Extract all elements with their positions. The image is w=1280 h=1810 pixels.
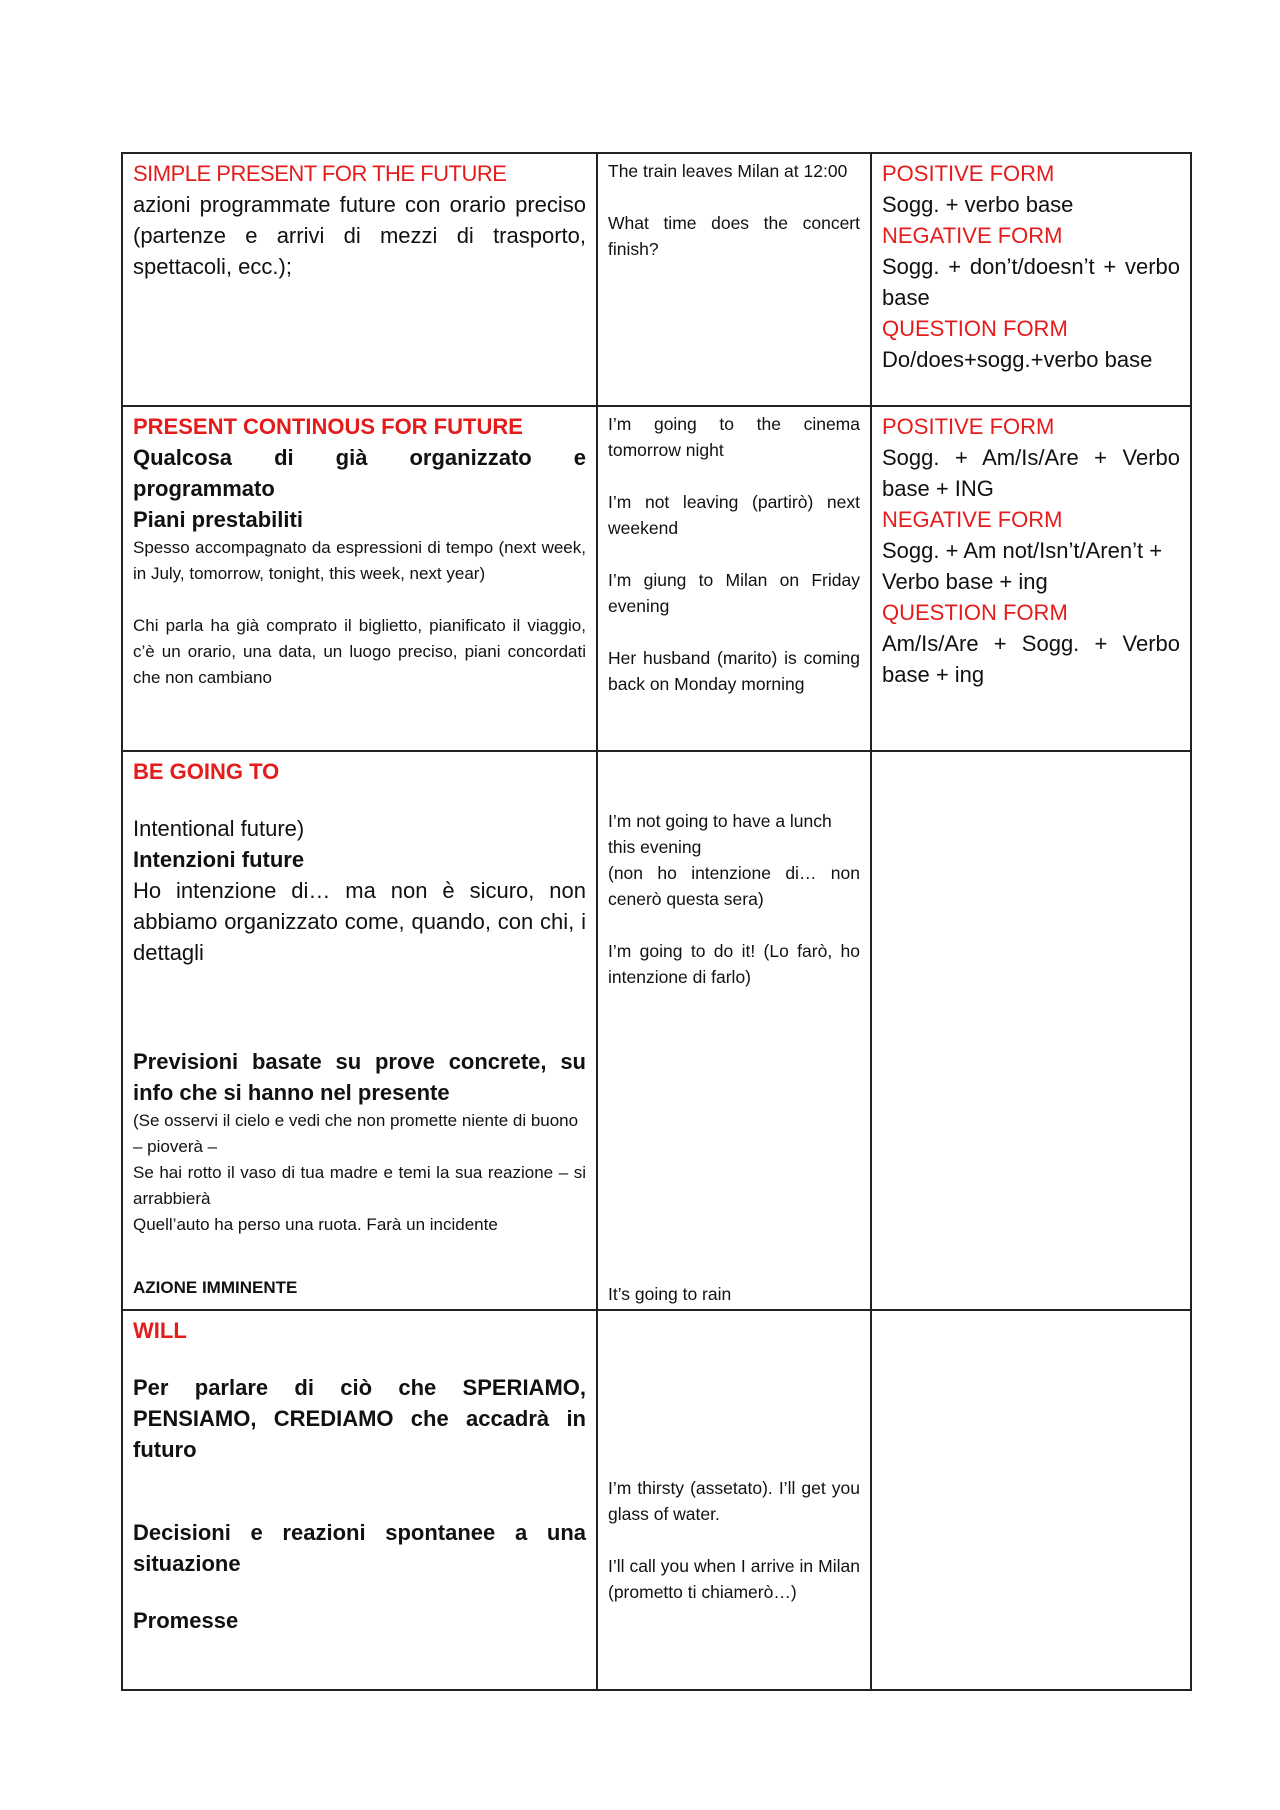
rule-cell [122, 751, 597, 1310]
rule-subtitle: Intenzioni future [133, 847, 305, 872]
rule-cell [122, 1310, 597, 1690]
negative-form-label: NEGATIVE FORM [882, 223, 1063, 248]
rule-description: Spesso accompagnato da espressioni di tempo (next week, in July, tomorrow, tonight, this week, next year) [133, 538, 586, 583]
example-text: (non ho intenzione di… non cenerò questa sera) [608, 863, 860, 909]
table-row-present-continuous [122, 406, 1191, 751]
positive-form-label: POSITIVE FORM [882, 161, 1055, 186]
forms-cell [871, 153, 1191, 406]
examples-cell [597, 153, 871, 406]
table-row-be-going-to [122, 751, 1191, 1310]
example-text: The train leaves Milan at 12:00 [608, 161, 848, 181]
positive-form: Sogg. + Am/Is/Are + Verbo base + ING [882, 445, 1180, 501]
positive-form-label: POSITIVE FORM [882, 414, 1055, 439]
rule-subtitle: Promesse [133, 1608, 239, 1633]
question-form: Do/does+sogg.+verbo base [882, 347, 1153, 372]
forms-cell-empty [871, 751, 1191, 1310]
rule-cell [122, 153, 597, 406]
rule-title: SIMPLE PRESENT FOR THE FUTURE [133, 161, 507, 186]
example-text: What time does the concert finish? [608, 213, 860, 259]
examples-cell [597, 751, 871, 1310]
grammar-table [121, 152, 1192, 1691]
examples-cell [597, 406, 871, 751]
table-row-simple-present [122, 153, 1191, 406]
rule-subtitle: Piani prestabiliti [133, 507, 303, 532]
rule-title: WILL [133, 1318, 187, 1343]
rule-description: Se hai rotto il vaso di tua madre e temi la sua reazione – si arrabbierà [133, 1163, 586, 1208]
rule-description: (Se osservi il cielo e vedi che non promette niente di buono – pioverà – [133, 1111, 579, 1156]
negative-form: Sogg. + Am not/Isn’t/Aren’t + Verbo base + ing [882, 538, 1163, 594]
rule-cell [122, 406, 597, 751]
negative-form-label: NEGATIVE FORM [882, 507, 1063, 532]
examples-cell [597, 1310, 871, 1690]
question-form-label: QUESTION FORM [882, 316, 1068, 341]
example-text: It’s going to rain [608, 1284, 732, 1304]
example-text: I’m not leaving (partirò) next weekend [608, 492, 860, 538]
forms-cell [871, 406, 1191, 751]
rule-description: Quell’auto ha perso una ruota. Farà un incidente [133, 1215, 498, 1234]
example-text: I’m going to the cinema tomorrow night [608, 414, 860, 460]
rule-description: Ho intenzione di… ma non è sicuro, non abbiamo organizzato come, quando, con chi, i dettagli [133, 878, 586, 965]
table-row-will [122, 1310, 1191, 1690]
rule-note: AZIONE IMMINENTE [133, 1278, 298, 1297]
example-text: I’ll call you when I arrive in Milan (prometto ti chiamerò…) [608, 1556, 860, 1602]
positive-form: Sogg. + verbo base [882, 192, 1074, 217]
forms-cell-empty [871, 1310, 1191, 1690]
rule-description: azioni programmate future con orario preciso (partenze e arrivi di mezzi di trasporto, spettacoli, ecc.); [133, 192, 586, 279]
example-text: Her husband (marito) is coming back on Monday morning [608, 648, 860, 694]
rule-subtitle: Qualcosa di già organizzato e programmato [133, 445, 586, 501]
question-form-label: QUESTION FORM [882, 600, 1068, 625]
question-form: Am/Is/Are + Sogg. + Verbo base + ing [882, 631, 1180, 687]
example-text: I’m not going to have a lunch this evening [608, 811, 832, 857]
rule-line: Intentional future) [133, 816, 305, 841]
rule-subtitle: Decisioni e reazioni spontanee a una situazione [133, 1520, 586, 1576]
example-text: I’m thirsty (assetato). I’ll get you glass of water. [608, 1478, 860, 1524]
rule-subtitle: Previsioni basate su prove concrete, su info che si hanno nel presente [133, 1049, 586, 1105]
example-text: I’m giung to Milan on Friday evening [608, 570, 860, 616]
negative-form: Sogg. + don’t/doesn’t + verbo base [882, 254, 1180, 310]
example-text: I’m going to do it! (Lo farò, ho intenzione di farlo) [608, 941, 860, 987]
rule-subtitle: Per parlare di ciò che SPERIAMO, PENSIAMO, CREDIAMO che accadrà in futuro [133, 1375, 586, 1462]
rule-title: PRESENT CONTINOUS FOR FUTURE [133, 414, 523, 439]
rule-description: Chi parla ha già comprato il biglietto, pianificato il viaggio, c’è un orario, una data, un luogo preciso, piani concordati che non cambiano [133, 616, 586, 687]
rule-title: BE GOING TO [133, 759, 280, 784]
